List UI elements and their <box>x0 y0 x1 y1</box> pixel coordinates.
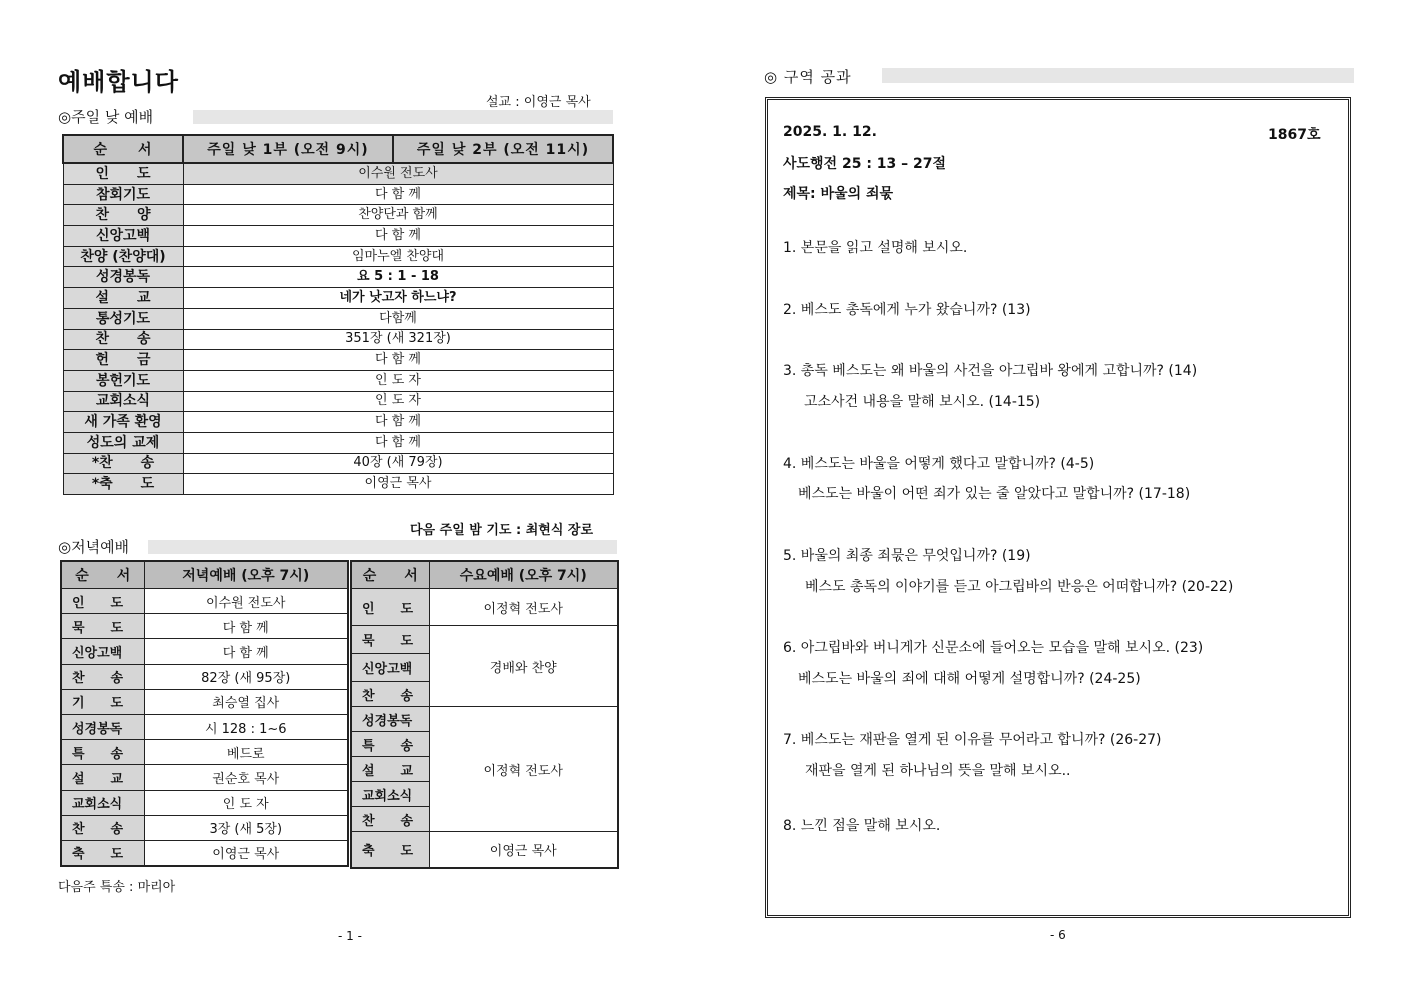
column-header: 주일 낮 2부 (오전 11시) <box>393 135 613 163</box>
table-row <box>61 664 348 689</box>
table-row <box>61 840 348 866</box>
section-bar <box>148 540 617 554</box>
order-label: 신앙고백 <box>61 639 144 664</box>
sub-question: 고소사건 내용을 말해 보시오. (14-15) <box>804 394 1041 410</box>
order-label: 특 송 <box>351 732 429 757</box>
table-header-row <box>61 561 348 589</box>
table-row <box>63 370 613 391</box>
lesson-date: 2025. 1. 12. <box>783 124 877 140</box>
order-label: 설 교 <box>63 288 183 309</box>
order-value: 다 함 께 <box>144 614 348 639</box>
order-label: 특 송 <box>61 740 144 765</box>
section-bar <box>882 68 1354 83</box>
order-label: 교회소식 <box>61 790 144 815</box>
order-value: 40장 (새 79장) <box>183 453 613 474</box>
order-label: 기 도 <box>61 689 144 714</box>
order-label: 새 가족 환영 <box>63 412 183 433</box>
order-label: 축 도 <box>61 840 144 866</box>
order-label: *찬 송 <box>63 453 183 474</box>
order-label: 인 도 <box>351 589 429 626</box>
order-label: 통성기도 <box>63 308 183 329</box>
order-value: 베드로 <box>144 740 348 765</box>
order-value: 이수원 전도사 <box>144 589 348 614</box>
column-header: 주일 낮 1부 (오전 9시) <box>183 135 393 163</box>
column-header: 저녁예배 (오후 7시) <box>144 561 348 589</box>
question: 6. 아그립바와 버니게가 신문소에 들어오는 모습을 말해 보시오. (23) <box>783 640 1204 656</box>
order-value: 다 함 께 <box>144 639 348 664</box>
wednesday-order-table <box>350 560 619 869</box>
table-row <box>63 432 613 453</box>
order-label: 찬양 (찬양대) <box>63 246 183 267</box>
order-label: 참회기도 <box>63 184 183 205</box>
table-header-row <box>351 561 618 589</box>
table-row <box>63 329 613 350</box>
page-number: - 6 <box>1050 928 1066 942</box>
table-row <box>61 714 348 739</box>
order-value: 다 함 께 <box>183 226 613 247</box>
order-value: 인 도 자 <box>144 790 348 815</box>
scripture-reference: 사도행전 25 : 13 – 27절 <box>783 156 947 172</box>
sub-question: 재판을 열게 된 하나님의 뜻을 말해 보시오.. <box>805 763 1071 779</box>
order-label: 성경봉독 <box>63 267 183 288</box>
order-label: 성경봉독 <box>61 714 144 739</box>
table-row <box>61 589 348 614</box>
order-value: 다 함 께 <box>183 350 613 371</box>
table-row <box>351 707 618 732</box>
order-value: 최승열 집사 <box>144 689 348 714</box>
issue-number: 1867호 <box>1268 127 1321 143</box>
order-value: 인 도 자 <box>183 391 613 412</box>
table-header-row <box>63 135 613 163</box>
table-row <box>63 308 613 329</box>
order-label: 설 교 <box>351 757 429 782</box>
table-row <box>63 288 613 309</box>
lesson-section-title: ◎ 구역 공과 <box>764 68 852 86</box>
table-row <box>63 412 613 433</box>
sermon-title: 네가 낫고자 하느냐? <box>183 288 613 309</box>
column-header: 순 서 <box>61 561 144 589</box>
order-label: 찬 송 <box>351 807 429 832</box>
sunday-section-title: ◎주일 낮 예배 <box>58 108 154 126</box>
table-row <box>63 453 613 474</box>
evening-order-table <box>60 560 349 867</box>
section-bar <box>193 110 613 124</box>
question: 1. 본문을 읽고 설명해 보시오. <box>783 240 968 256</box>
table-row <box>63 226 613 247</box>
lesson-box <box>765 97 1351 918</box>
order-label: 헌 금 <box>63 350 183 371</box>
order-label: 성도의 교제 <box>63 432 183 453</box>
order-value: 권순호 목사 <box>144 765 348 790</box>
question: 3. 총독 베스도는 왜 바울의 사건을 아그립바 왕에게 고합니까? (14) <box>783 363 1198 379</box>
question: 8. 느낀 점을 말해 보시오. <box>783 818 941 834</box>
order-label: 신앙고백 <box>351 654 429 682</box>
order-value: 요 5 : 1 - 18 <box>183 267 613 288</box>
order-label: 교회소식 <box>351 782 429 807</box>
question: 7. 베스도는 재판을 열게 된 이유를 무어라고 합니까? (26-27) <box>783 732 1162 748</box>
order-value: 다 함 께 <box>183 412 613 433</box>
table-row <box>61 639 348 664</box>
order-label: 찬 양 <box>63 205 183 226</box>
order-value: 이정혁 전도사 <box>429 707 618 832</box>
table-row <box>63 391 613 412</box>
order-value: 찬양단과 함께 <box>183 205 613 226</box>
order-value: 이수원 전도사 <box>183 163 613 184</box>
table-row <box>63 267 613 288</box>
order-label: 묵 도 <box>61 614 144 639</box>
page-number: - 1 - <box>338 929 362 943</box>
order-label: 인 도 <box>63 163 183 184</box>
question: 5. 바울의 최종 죄묷은 무엇입니까? (19) <box>783 548 1031 564</box>
table-row <box>61 815 348 840</box>
order-label: 성경봉독 <box>351 707 429 732</box>
next-special-song: 다음주 특송 : 마리아 <box>58 880 176 895</box>
table-row <box>351 832 618 868</box>
order-value: 351장 (새 321장) <box>183 329 613 350</box>
sub-question: 베스도 총독의 이야기를 듣고 아그립바의 반응은 어떠합니까? (20-22) <box>805 579 1234 595</box>
sunday-order-table <box>62 134 614 495</box>
order-value: 경배와 찬양 <box>429 626 618 707</box>
order-label: 봉헌기도 <box>63 370 183 391</box>
table-row <box>351 589 618 626</box>
table-row <box>61 765 348 790</box>
order-label: 신앙고백 <box>63 226 183 247</box>
order-label: 찬 송 <box>351 682 429 707</box>
page-title: 예배합니다 <box>58 68 179 96</box>
column-header: 순 서 <box>351 561 429 589</box>
lesson-subject: 제목: 바울의 죄묷 <box>783 186 894 202</box>
table-row <box>63 350 613 371</box>
table-row <box>61 689 348 714</box>
order-value: 82장 (새 95장) <box>144 664 348 689</box>
order-value: 임마누엘 찬양대 <box>183 246 613 267</box>
order-label: 설 교 <box>61 765 144 790</box>
table-row <box>63 184 613 205</box>
table-row <box>63 246 613 267</box>
order-label: 인 도 <box>61 589 144 614</box>
evening-section-title: ◎저녁예배 <box>58 538 130 556</box>
table-row <box>63 205 613 226</box>
order-label: 축 도 <box>351 832 429 868</box>
order-label: 묵 도 <box>351 626 429 654</box>
order-value: 이영근 목사 <box>183 474 613 495</box>
question: 4. 베스도는 바울을 어떻게 했다고 말합니까? (4-5) <box>783 456 1095 472</box>
sub-question: 베스도는 바울의 죄에 대해 어떻게 설명합니까? (24-25) <box>798 671 1141 687</box>
order-label: 찬 송 <box>61 815 144 840</box>
order-value: 다 함 께 <box>183 432 613 453</box>
table-row <box>61 790 348 815</box>
table-row <box>61 740 348 765</box>
order-value: 이영근 목사 <box>144 840 348 866</box>
sub-question: 베스도는 바울이 어떤 죄가 있는 줄 알았다고 말합니까? (17-18) <box>798 486 1191 502</box>
order-label: 찬 송 <box>61 664 144 689</box>
table-row <box>61 614 348 639</box>
order-value: 3장 (새 5장) <box>144 815 348 840</box>
preacher-line: 설교 : 이영근 목사 <box>486 95 591 110</box>
order-value: 다함께 <box>183 308 613 329</box>
order-label: 찬 송 <box>63 329 183 350</box>
order-label: *축 도 <box>63 474 183 495</box>
next-night-prayer: 다음 주일 밤 기도 : 최현식 장로 <box>410 523 594 538</box>
order-value: 이정혁 전도사 <box>429 589 618 626</box>
column-header: 순 서 <box>63 135 183 163</box>
column-header: 수요예배 (오후 7시) <box>429 561 618 589</box>
table-row <box>63 163 613 184</box>
order-value: 인 도 자 <box>183 370 613 391</box>
table-row <box>351 626 618 654</box>
order-value: 시 128 : 1~6 <box>144 714 348 739</box>
order-value: 다 함 께 <box>183 184 613 205</box>
table-row <box>63 474 613 495</box>
order-value: 이영근 목사 <box>429 832 618 868</box>
question: 2. 베스도 총독에게 누가 왔습니까? (13) <box>783 302 1031 318</box>
order-label: 교회소식 <box>63 391 183 412</box>
